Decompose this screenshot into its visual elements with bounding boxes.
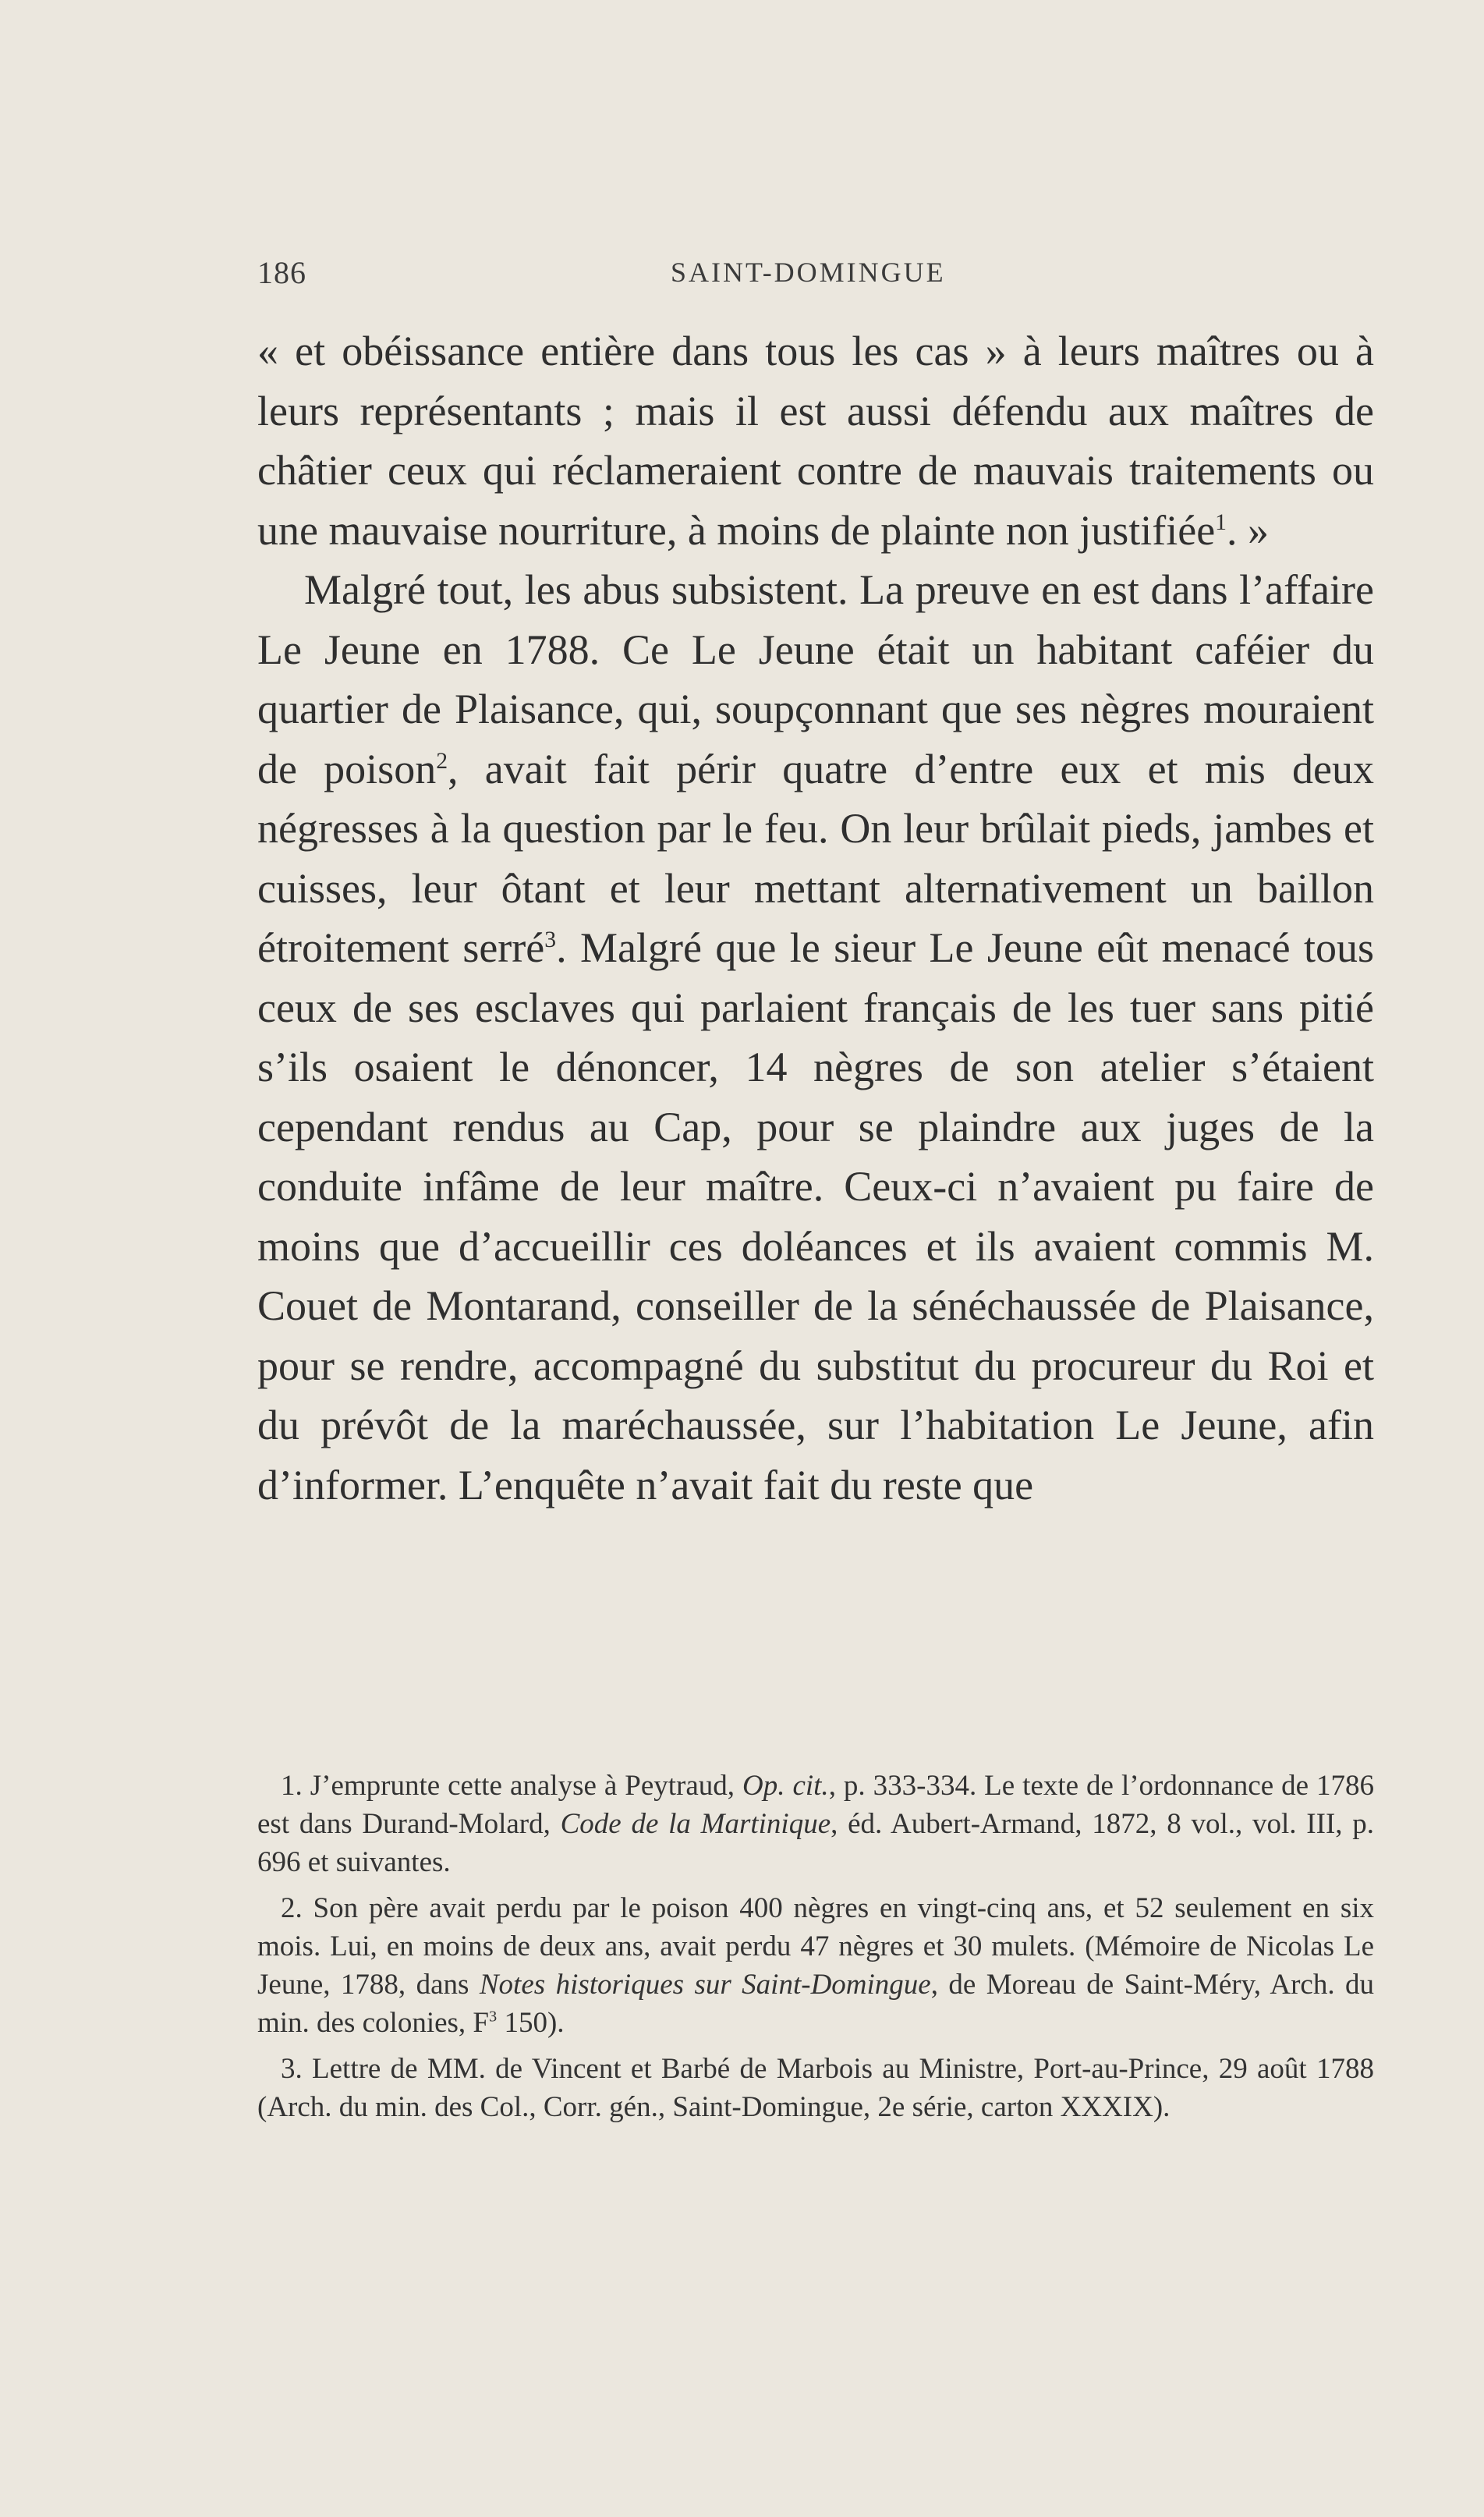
paragraph-1-end: . » bbox=[1227, 506, 1270, 554]
footnote-2-text-a: 2. Son père avait perdu par le poison 400 nègres en vingt-cinq ans, et 52 seulement en six mois. Lui, en moins de deux ans, avait perdu 47 nègres et 30 mulets. (Mémoire de Nicolas Le Jeune, 1788, dans bbox=[257, 1892, 1374, 2001]
paragraph-1-text: « et obéissance entière dans tous les cas » à leurs maîtres ou à leurs représentants ; mais il est aussi défendu aux maîtres de châtier ceux qui réclameraient contre de mauvais traitements ou une mauvaise nourriture, à moins de plainte non justifiée bbox=[257, 328, 1374, 554]
paragraph-2-text-b: , avait fait périr quatre d’entre eux et mis deux négresses à la question par le feu. On leur brûlait pieds, jambes et cuisses, leur ôtant et leur mettant alternativement un baillon étroitement serré bbox=[257, 745, 1374, 971]
footnote-1-text-c: , éd. Aubert-Armand, 1872, 8 vol., vol. III, p. 696 et suivantes. bbox=[257, 1808, 1374, 1878]
footnote-1 bbox=[257, 1767, 1374, 1881]
footnotes bbox=[257, 1767, 1374, 2134]
footnote-1-italic-b: Code de la Martinique bbox=[560, 1808, 831, 1840]
footnote-2-text-c: 150). bbox=[497, 2007, 565, 2039]
footnote-1-text-b: , p. 333-334. Le texte de l’ordonnance de 1786 est dans Durand-Molard, bbox=[257, 1770, 1374, 1840]
paragraph-2-text-c: . Malgré que le sieur Le Jeune eût menacé tous ceux de ses esclaves qui parlaient français de les tuer sans pitié s’ils osaient le dénoncer, 14 nègres de son atelier s’étaient cependant rendus au Cap, pour se plaindre aux juges de la conduite infâme de leur maître. Ceux-ci n’avaient pu faire de moins que d’accueillir ces doléances et ils avaient commis M. Couet de Montarand, conseiller de la sénéchaussée de Plaisance, pour se rendre, accompagné du substitut du procureur du Roi et du prévôt de la maréchaussée, sur l’habitation Le Jeune, afin d’informer. L’enquête n’avait fait du reste que bbox=[257, 924, 1374, 1508]
footnote-3: 3. Lettre de MM. de Vincent et Barbé de Marbois au Ministre, Port-au-Prince, 29 août 1788 (Arch. du min. des Col., Corr. gén., Saint-Domingue, 2e série, carton XXXIX). bbox=[257, 2053, 1374, 2123]
footnote-ref-1: 1 bbox=[1215, 509, 1227, 535]
footnote-2-text-b: , de Moreau de Saint-Méry, Arch. du min. des colonies, F bbox=[257, 1969, 1374, 2039]
page-header bbox=[257, 254, 1380, 301]
footnote-2 bbox=[257, 1889, 1374, 2042]
footnote-2-italic: Notes historiques sur Saint-Domingue bbox=[479, 1969, 931, 2001]
paragraph-2-text-a: Malgré tout, les abus subsistent. La preuve en est dans l’affaire Le Jeune en 1788. Ce Le Jeune était un habitant caféier du quartier de Plaisance, qui, soupçonnant que ses nègres mouraient de poison bbox=[257, 566, 1374, 792]
footnote-1-text-a: 1. J’emprunte cette analyse à Peytraud, bbox=[281, 1770, 742, 1802]
footnote-ref-3: 3 bbox=[544, 927, 557, 952]
footnote-2-sup: 3 bbox=[489, 2008, 498, 2026]
running-title: SAINT-DOMINGUE bbox=[671, 257, 946, 288]
main-text bbox=[257, 321, 1374, 1515]
paragraph-2 bbox=[257, 560, 1374, 1515]
footnote-1-italic-a: Op. cit. bbox=[742, 1770, 829, 1802]
paragraph-1 bbox=[257, 321, 1374, 560]
footnote-ref-2: 2 bbox=[436, 748, 448, 774]
page-number: 186 bbox=[257, 255, 306, 290]
